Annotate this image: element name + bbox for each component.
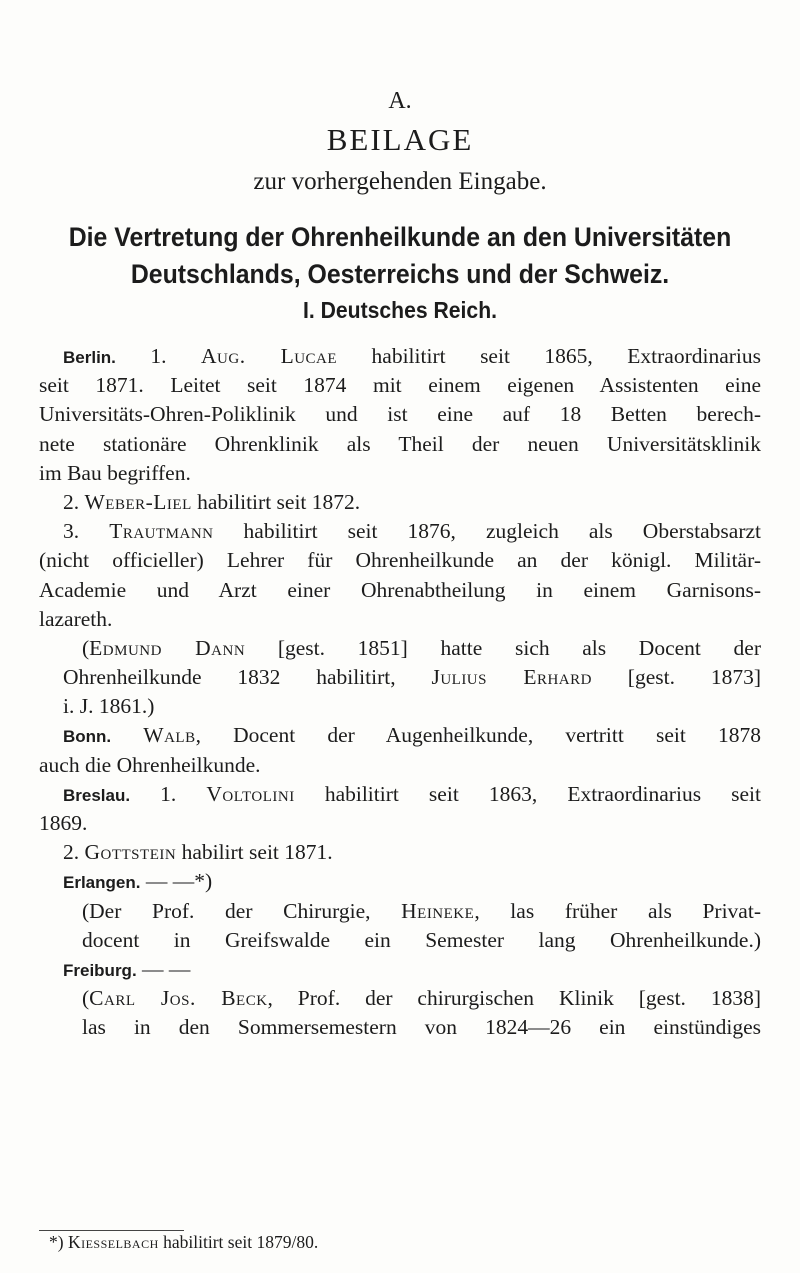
text-span: (: [82, 635, 90, 660]
text-span: 1.: [130, 781, 207, 806]
text-line: [39, 342, 761, 371]
footnote-mark: *): [49, 1232, 68, 1252]
text-span: , las früher als Privat-: [474, 898, 761, 923]
main-heading: [32, 219, 768, 293]
text-line: auch die Ohrenheilkunde.: [39, 752, 261, 777]
text-line: docent in Greifswalde ein Semester lang Ohrenheilkunde.): [82, 927, 761, 952]
text-span: 3.: [63, 519, 110, 544]
city-label: Bonn.: [63, 727, 112, 747]
text-line: 1869.: [39, 811, 88, 835]
text-span: (Der Prof. der Chirurgie,: [82, 898, 402, 923]
text-span: [gest. 1873]: [591, 665, 761, 690]
person-name: Weber-Liel: [84, 489, 192, 514]
section-heading: I. Deutsches Reich.: [302, 297, 498, 323]
text-line: lazareth.: [39, 606, 113, 631]
text-span: habilitirt seit 1872.: [191, 489, 361, 514]
text-line: [39, 867, 761, 896]
person-name: Julius Erhard: [431, 665, 592, 690]
text-span: 2.: [63, 489, 85, 514]
text-line: Academie und Arzt einer Ohrenabtheilung in einem Garnisons-: [39, 577, 761, 602]
city-label: Breslau.: [63, 785, 131, 805]
text-span: , Docent der Augenheilkunde, vertritt seit 1878: [195, 723, 761, 748]
text-span: [111, 723, 143, 747]
text-line: [39, 838, 761, 867]
text-span: (: [82, 986, 90, 1011]
person-name: Aug. Lucae: [201, 344, 338, 368]
page-title: BEILAGE: [326, 122, 474, 157]
text-line: las in den Sommersemestern von 1824—26 ein einstündiges: [82, 1015, 761, 1040]
text-line: [39, 984, 761, 1013]
text-span: habilitirt seit 1865, Extraordinarius: [337, 344, 762, 368]
footnote-divider: [39, 1230, 184, 1231]
text-span: Ohrenheilkunde 1832 habilitirt,: [63, 665, 432, 690]
person-name: Carl Jos. Beck: [89, 986, 268, 1011]
person-name: Kiesselbach: [67, 1232, 159, 1252]
person-name: Edmund Dann: [89, 635, 246, 660]
city-label: Berlin.: [63, 348, 116, 367]
text-line: [39, 634, 761, 663]
text-line: seit 1871. Leitet seit 1874 mit einem eigenen Assistenten eine: [39, 373, 761, 398]
text-line: [39, 517, 761, 546]
text-span: [gest. 1851] hatte sich als Docent der: [245, 635, 761, 660]
text-span: 1.: [115, 344, 202, 368]
text-line: i. J. 1861.): [63, 694, 155, 719]
body-text: [39, 342, 761, 1043]
person-name: Heineke: [401, 898, 475, 923]
page-subtitle: zur vorhergehenden Eingabe.: [253, 168, 547, 195]
text-span: — —*): [140, 869, 213, 894]
person-name: Gottstein: [84, 840, 177, 865]
text-span: habilitirt seit 1876, zugleich als Oberstabsarzt: [213, 519, 762, 544]
text-line: (nicht officieller) Lehrer für Ohrenheilkunde an der königl. Militär-: [39, 548, 761, 573]
text-span: 2.: [63, 840, 85, 865]
footnote: [49, 1232, 318, 1253]
text-line: [39, 780, 761, 809]
text-line: im Bau begriffen.: [39, 460, 191, 485]
text-line: [39, 488, 761, 517]
city-label: Freiburg.: [63, 960, 137, 980]
text-line: [39, 955, 761, 984]
person-name: Walb: [143, 723, 196, 748]
text-line: Universitäts-Ohren-Poliklinik und ist eine auf 18 Betten berech-: [39, 402, 761, 427]
text-span: habilirt seit 1871.: [176, 840, 333, 865]
appendix-letter: A.: [388, 88, 412, 114]
text-line: [39, 721, 761, 750]
main-heading-line2: Deutschlands, Oesterreichs und der Schweiz.: [130, 259, 670, 289]
text-span: habilitirt seit 1863, Extraordinarius seit: [294, 781, 761, 806]
text-line: [39, 897, 761, 926]
main-heading-line1: Die Vertretung der Ohrenheilkunde an den Universitäten: [68, 222, 732, 252]
text-line: nete stationäre Ohrenklinik als Theil der neuen Universitätsklinik: [39, 431, 761, 456]
person-name: Voltolini: [206, 781, 295, 806]
text-span: , Prof. der chirurgischen Klinik [gest. 1838]: [267, 986, 761, 1011]
text-line: [39, 663, 761, 692]
city-label: Erlangen.: [63, 873, 141, 893]
footnote-text: habilitirt seit 1879/80.: [158, 1232, 319, 1252]
person-name: Trautmann: [109, 519, 214, 544]
text-span: — —: [136, 956, 191, 981]
